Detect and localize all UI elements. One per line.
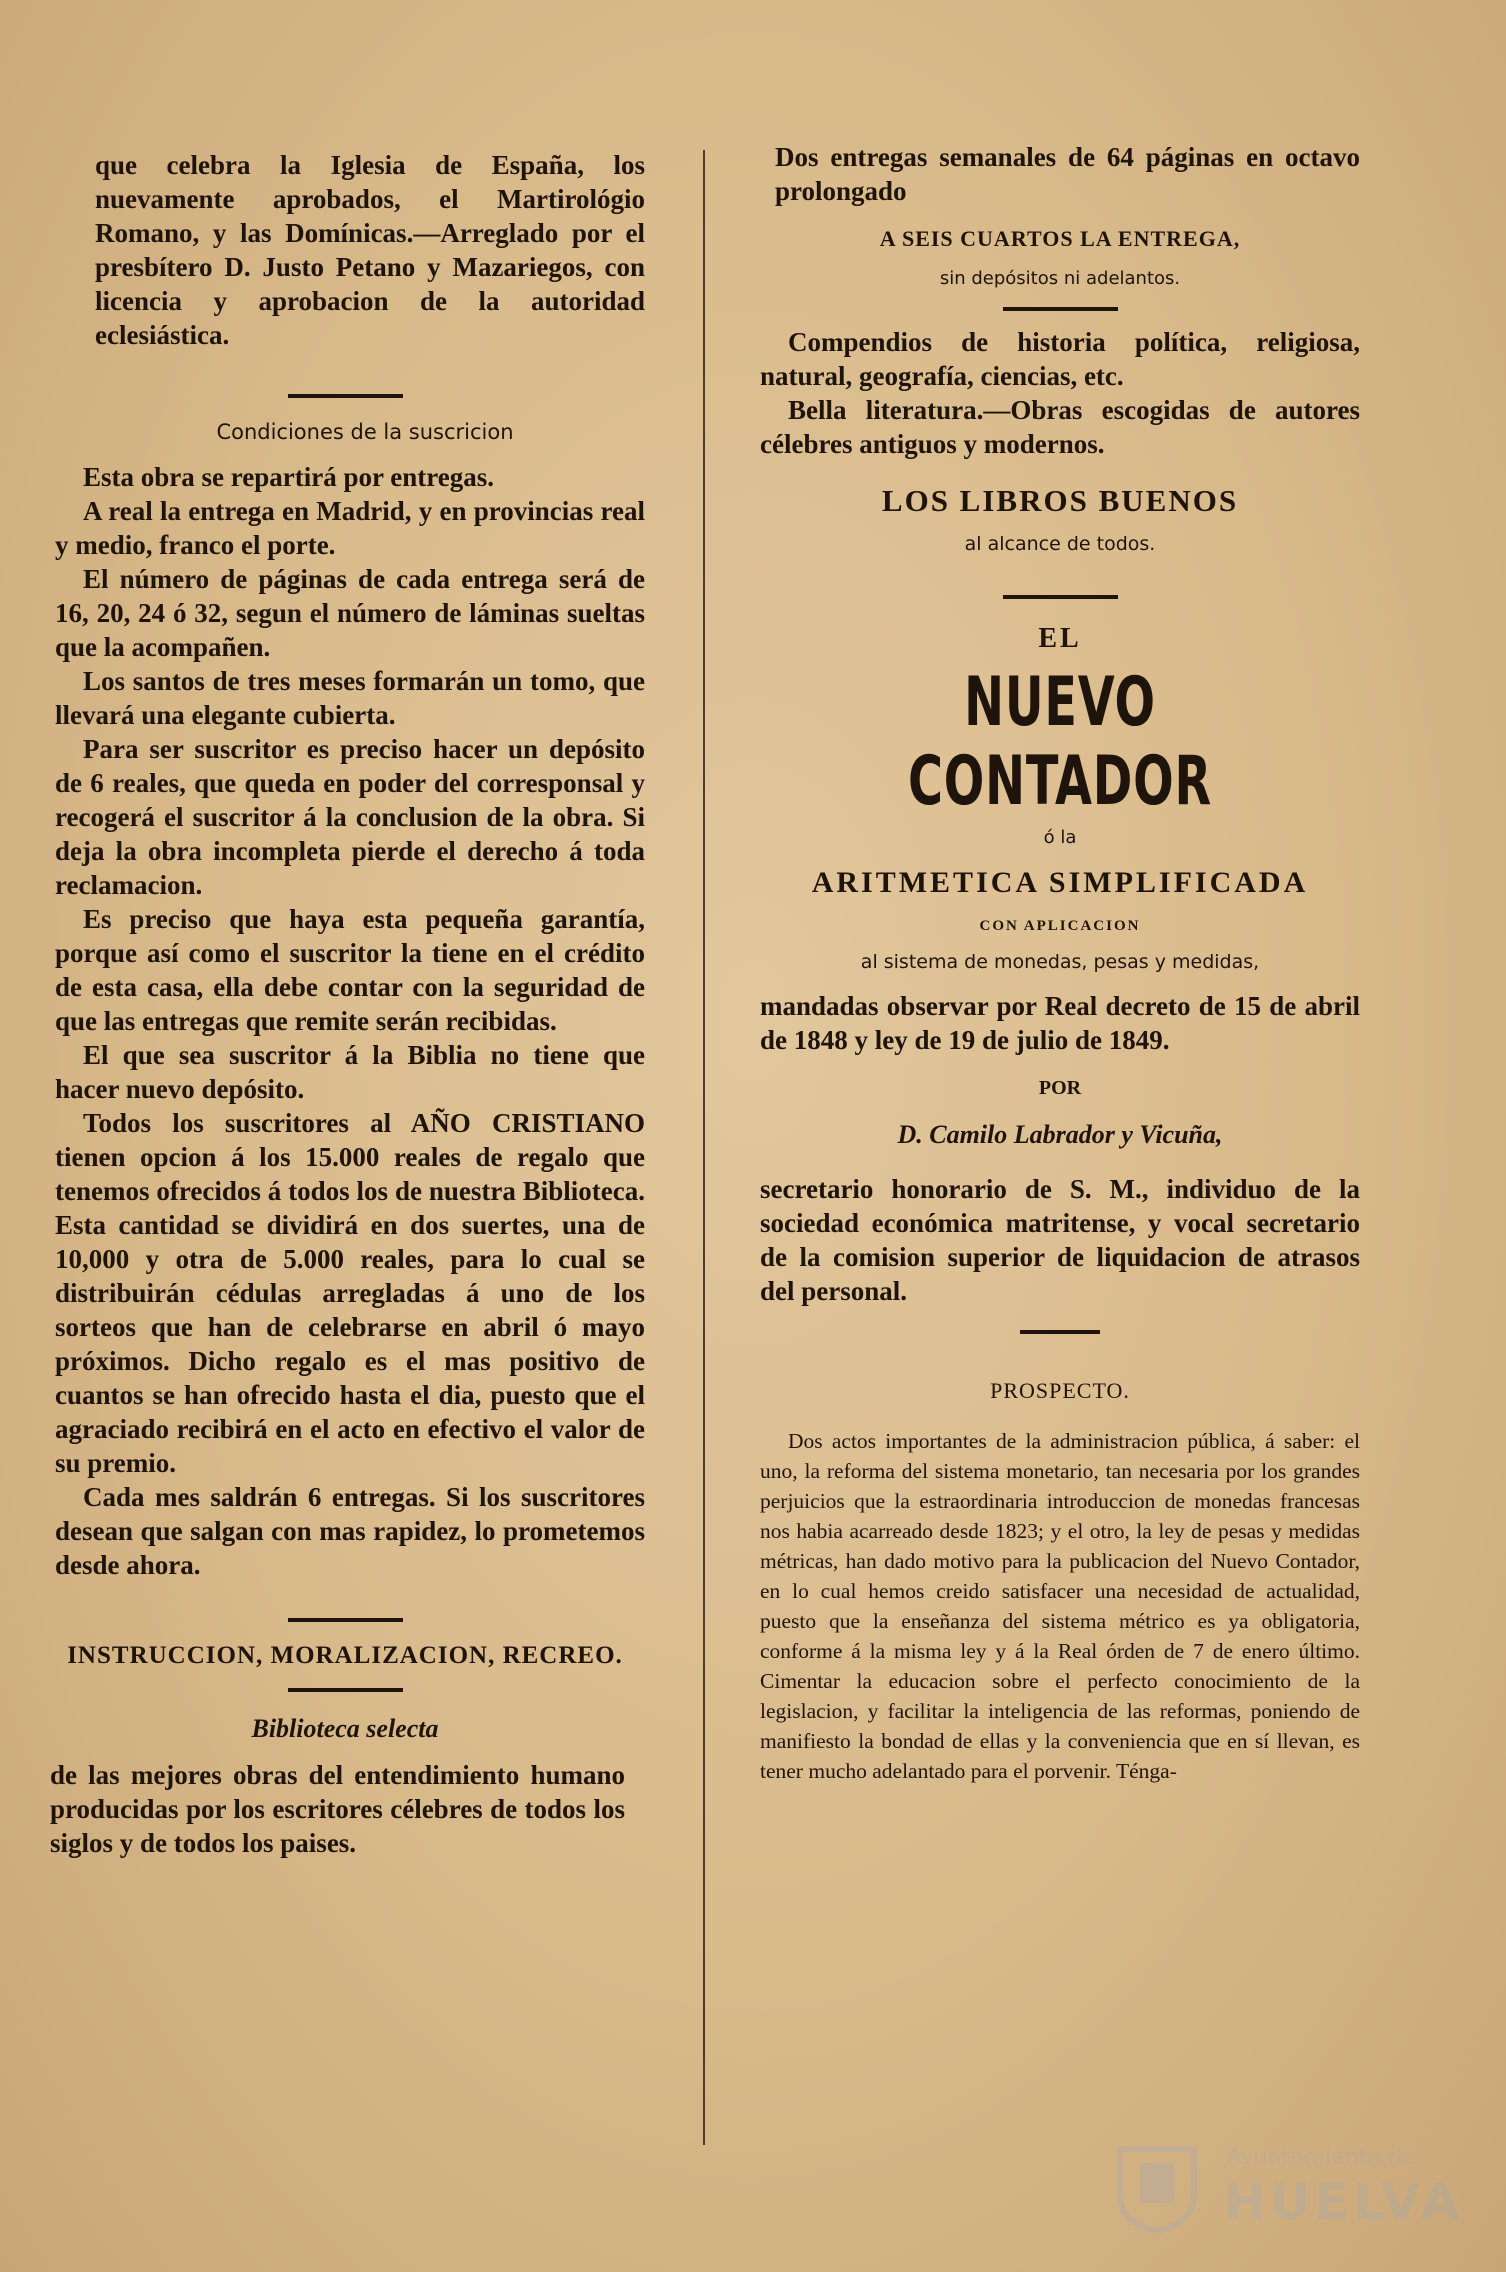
library-title: Biblioteca selecta (251, 1714, 439, 1743)
archive-watermark (1112, 2135, 1464, 2245)
prospectus-title: PROSPECTO. (990, 1378, 1130, 1403)
issue-line: Dos entregas semanales de 64 páginas en octavo prolongado (775, 142, 1360, 206)
conditions-title: Condiciones de la suscricion (216, 420, 514, 444)
condition-paragraph: Los santos de tres meses formarán un tomo, que llevará una elegante cubierta. (55, 666, 645, 730)
price-line: A SEIS CUARTOS LA ENTREGA, (879, 226, 1241, 251)
system-line: al sistema de monedas, pesas y medidas, (860, 951, 1260, 973)
or-label: ó la (1043, 827, 1077, 848)
watermark-city: HUELVA (1224, 2173, 1464, 2231)
book-article: EL (1038, 623, 1082, 654)
left-column (45, 140, 645, 1860)
section-rule (1003, 595, 1118, 599)
book-subtitle: ARITMETICA SIMPLIFICADA (811, 866, 1309, 899)
condition-paragraph: A real la entrega en Madrid, y en provincias real y medio, franco el porte. (55, 496, 645, 560)
column-divider (703, 150, 705, 2145)
compendia-text: Compendios de historia política, religiosa, natural, geografía, ciencias, etc. (760, 327, 1360, 391)
motto: INSTRUCCION, MORALIZACION, RECREO. (67, 1642, 623, 1669)
good-books-heading: LOS LIBROS BUENOS (881, 483, 1239, 518)
right-column (760, 140, 1360, 1786)
prospectus-text: Dos actos importantes de la administracion pública, á saber: el uno, la reforma del sistema monetario, tan necesaria por los grandes perjuicios que la estraordinaria introduccion de monedas francesas nos habia acarreado desde 1823; y el otro, la ley de pesas y medidas métricas, han dado motivo para la publicacion del Nuevo Contador, en lo cual hemos creido satisfacer una necesidad de actualidad, puesto que la enseñanza del sistema métrico es ya obligatoria, conforme á la misma ley y á la Real órden de 7 de enero último. Cimentar la educacion sobre el perfecto conocimiento de la legislacion, y facilitar la inteligencia de las reformas, poniendo de manifiesto la bondad de ellas y la conveniencia que en sí llevan, es tener mucho adelantado para el porvenir. Ténga- (760, 1429, 1360, 1783)
conditions-list (45, 460, 645, 1582)
city-shield-icon (1112, 2143, 1202, 2233)
intro-text: que celebra la Iglesia de España, los nuevamente aprobados, el Martirológio Romano, y las Domínicas.—Arreglado por el presbítero D. Justo Petano y Mazariegos, con licencia y aprobacion de la autoridad eclesiástica. (95, 150, 645, 350)
section-rule (1020, 1330, 1100, 1334)
section-rule (1003, 307, 1118, 311)
author-name: D. Camilo Labrador y Vicuña, (897, 1120, 1223, 1149)
condition-paragraph: Todos los suscritores al AÑO CRISTIANO tienen opcion á los 15.000 reales de regalo que tenemos ofrecidos á todos los de nuestra Biblioteca. Esta cantidad se dividirá en dos suertes, una de 10,000 y otra de 5.000 reales, para lo cual se distribuirán cédulas arregladas á uno de los sorteos que han de celebrarse en abril ó mayo próximos. Dicho regalo es el mas positivo de cuantos se han ofrecido hasta el dia, puesto que el agraciado recibirá en el acto en efectivo el valor de su premio. (55, 1108, 645, 1478)
section-rule (288, 394, 403, 398)
library-text: de las mejores obras del entendimiento humano producidas por los escritores célebres de todos los siglos y de todos los paises. (50, 1760, 625, 1858)
condition-paragraph: Es preciso que haya esta pequeña garantía, porque así como el suscritor la tiene en el crédito de esta casa, ella debe contar con la seguridad de que las entregas que remite serán recibidas. (55, 904, 645, 1036)
author-credentials: secretario honorario de S. M., individuo de la sociedad económica matritense, y vocal secretario de la comision superior de liquidacion de atrasos del personal. (760, 1174, 1360, 1306)
condition-paragraph: El número de páginas de cada entrega será de 16, 20, 24 ó 32, segun el número de láminas sueltas que la acompañen. (55, 564, 645, 662)
condition-paragraph: El que sea suscritor á la Biblia no tiene que hacer nuevo depósito. (55, 1040, 645, 1104)
good-books-sub: al alcance de todos. (964, 533, 1156, 555)
book-title: NUEVO CONTADOR (907, 663, 1213, 821)
with-application: CON APLICACION (979, 918, 1141, 934)
section-rule (288, 1688, 403, 1692)
price-note: sin depósitos ni adelantos. (939, 268, 1181, 289)
condition-paragraph: Cada mes saldrán 6 entregas. Si los suscritores desean que salgan con mas rapidez, lo prometemos desde ahora. (55, 1482, 645, 1580)
section-rule (288, 1618, 403, 1622)
decree-text: mandadas observar por Real decreto de 15 de abril de 1848 y ley de 19 de julio de 1849. (760, 991, 1360, 1055)
condition-paragraph: Para ser suscritor es preciso hacer un depósito de 6 reales, que queda en poder del corresponsal y recogerá el suscritor á la conclusion de la obra. Si deja la obra incompleta pierde el derecho á toda reclamacion. (55, 734, 645, 900)
watermark-label: Ayuntamiento de (1227, 2145, 1416, 2170)
literature-text: Bella literatura.—Obras escogidas de autores célebres antiguos y modernos. (760, 395, 1360, 459)
by-label: POR (1038, 1077, 1082, 1099)
condition-paragraph: Esta obra se repartirá por entregas. (83, 462, 494, 492)
